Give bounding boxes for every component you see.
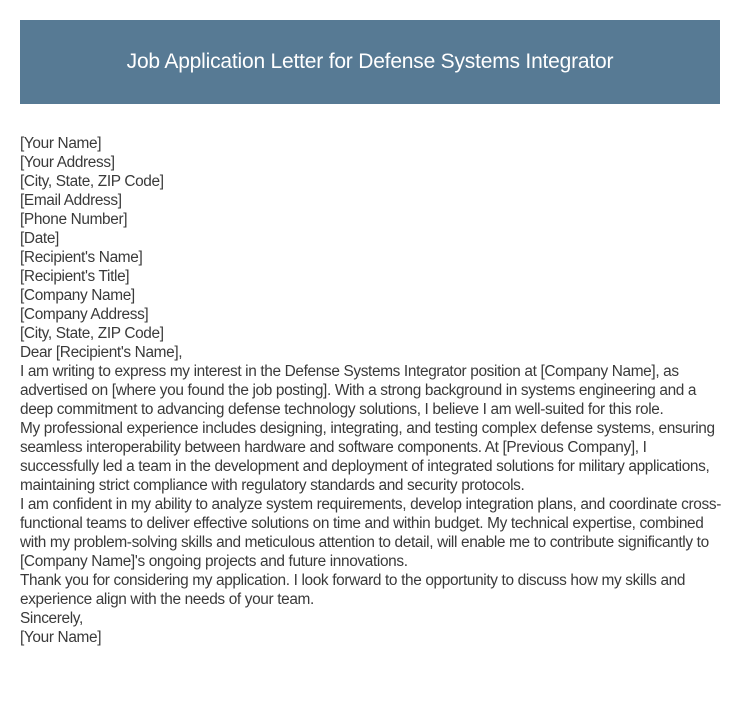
letter-body [20, 134, 725, 647]
page-header [20, 20, 720, 104]
recipient-company-address: [Company Address] [20, 306, 149, 323]
recipient-company: [Company Name] [20, 287, 135, 304]
paragraph-experience: My professional experience includes designing, integrating, and testing complex defense systems, ensuring seamless interoperability between hardware and software components. At [Previous Company], I successfully led a team in the development and deployment of integrated solutions for military applications, maintaining strict compliance with regulatory standards and security protocols. [20, 420, 715, 494]
recipient-name: [Recipient's Name] [20, 249, 143, 266]
sender-phone: [Phone Number] [20, 211, 128, 228]
salutation: Dear [Recipient's Name], [20, 344, 183, 361]
closing: Sincerely, [20, 610, 83, 627]
letter-date: [Date] [20, 230, 59, 247]
sender-name: [Your Name] [20, 135, 102, 152]
recipient-title: [Recipient's Title] [20, 268, 130, 285]
sender-email: [Email Address] [20, 192, 122, 209]
sender-city-state-zip: [City, State, ZIP Code] [20, 173, 164, 190]
paragraph-intro: I am writing to express my interest in the Defense Systems Integrator position at [Company Name], as advertised on [where you found the job posting]. With a strong background in systems engineering and a deep commitment to advancing defense technology solutions, I believe I am well-suited for this role. [20, 363, 697, 418]
signature: [Your Name] [20, 629, 102, 646]
recipient-city-state-zip: [City, State, ZIP Code] [20, 325, 164, 342]
paragraph-thanks: Thank you for considering my application. I look forward to the opportunity to discuss how my skills and experience align with the needs of your team. [20, 572, 686, 608]
sender-address: [Your Address] [20, 154, 115, 171]
page-title: Job Application Letter for Defense Systems Integrator [126, 50, 614, 73]
paragraph-skills: I am confident in my ability to analyze system requirements, develop integration plans, and coordinate cross-functional teams to deliver effective solutions on time and within budget. My technical expertise, combined with my problem-solving skills and meticulous attention to detail, will enable me to contribute significantly to [Company Name]'s ongoing projects and future innovations. [20, 496, 721, 570]
